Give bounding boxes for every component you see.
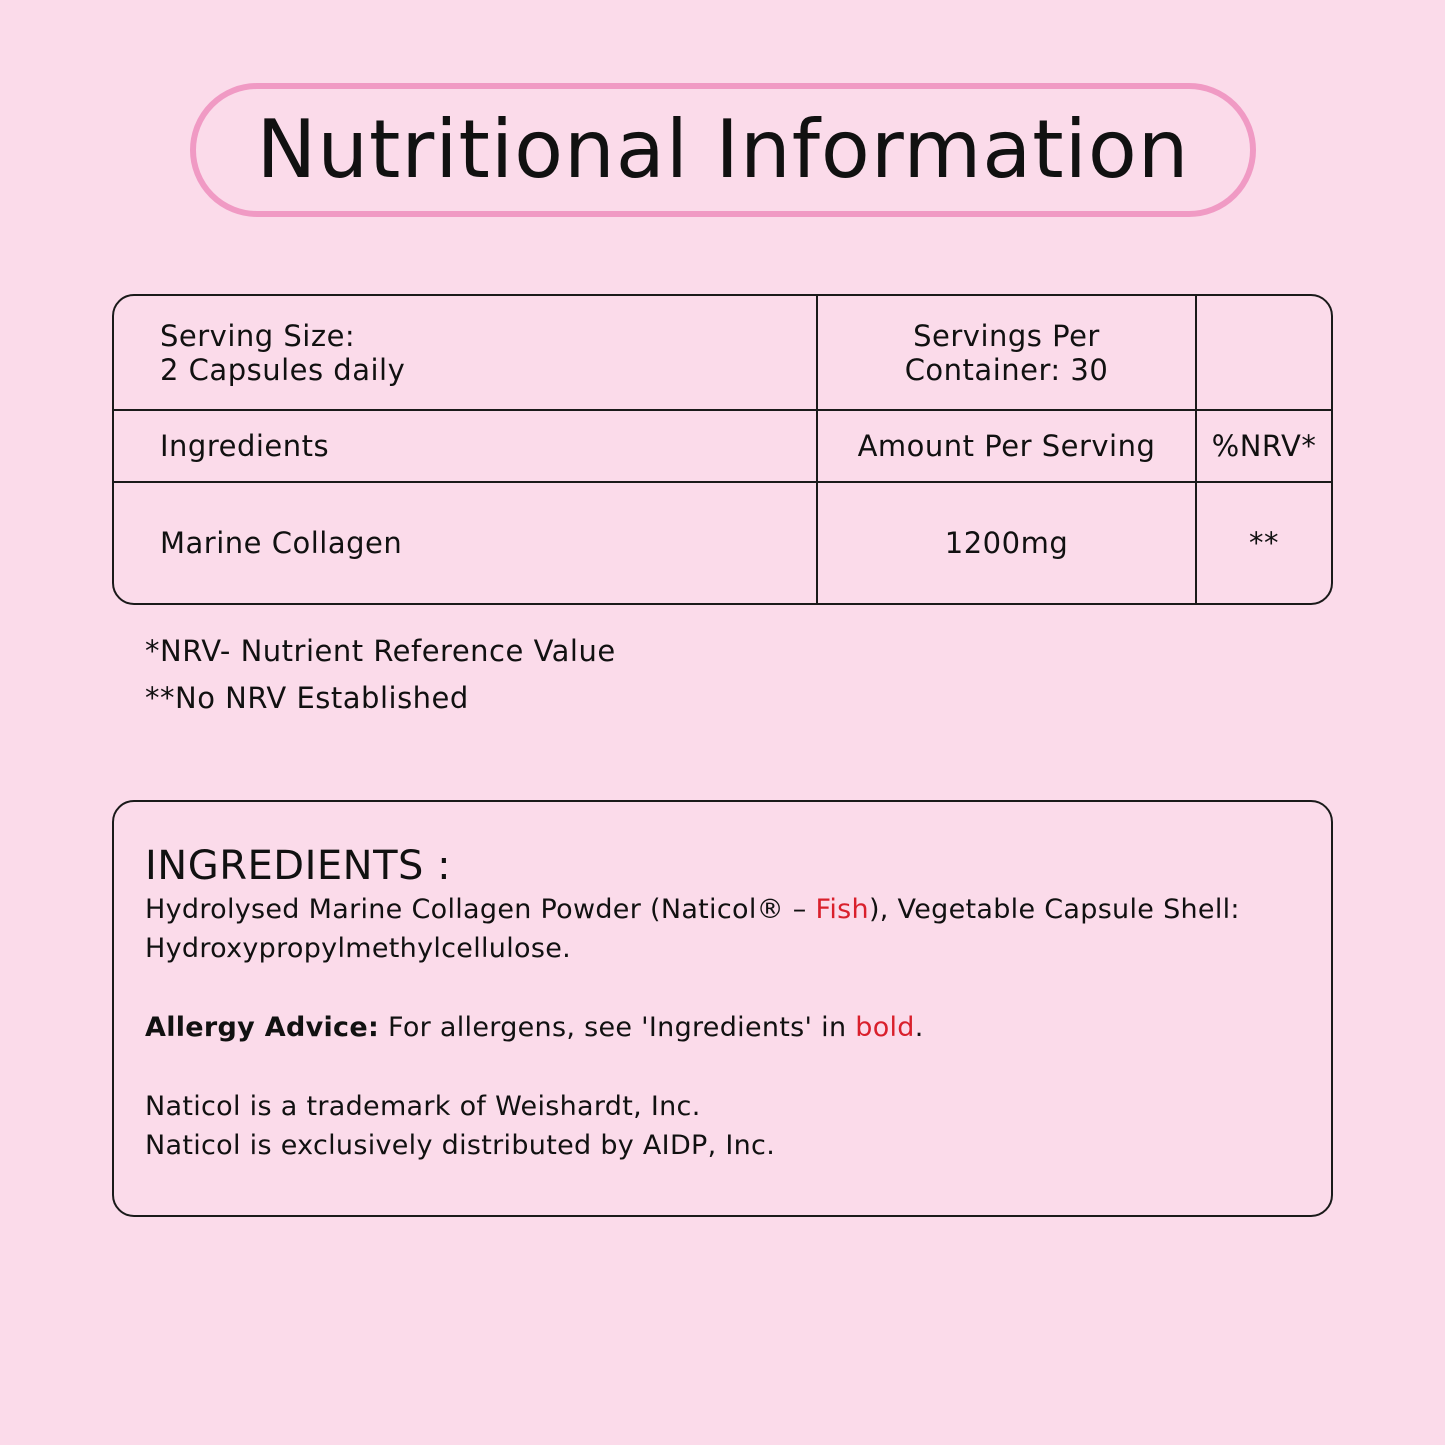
ingredients-line1-start: Hydrolysed Marine Collagen Powder (Naticol® – (145, 894, 816, 925)
servings-per-container-cell (818, 296, 1197, 409)
page-title: Nutritional Information (256, 103, 1190, 196)
column-header-nrv: %NRV* (1211, 429, 1317, 463)
serving-size-label: Serving Size: (160, 318, 356, 353)
trademark-line2: Naticol is exclusively distributed by AIDP, Inc. (145, 1130, 776, 1161)
ingredient-name: Marine Collagen (114, 483, 818, 603)
allergy-advice-text: For allergens, see 'Ingredients' in (379, 1012, 856, 1043)
allergy-advice-end: . (914, 1012, 924, 1043)
allergy-advice-label: Allergy Advice: (145, 1012, 380, 1043)
column-header-amount: Amount Per Serving (818, 411, 1197, 481)
table-row (114, 483, 1331, 603)
ingredients-line1 (145, 890, 1331, 929)
allergen-fish: Fish (815, 894, 869, 925)
ingredient-nrv: ** (1249, 526, 1279, 560)
spacer (145, 968, 1331, 1008)
table-header-row (114, 411, 1331, 483)
title-pill (190, 83, 1256, 217)
ingredients-heading: INGREDIENTS : (145, 843, 452, 889)
ingredients-box (112, 800, 1333, 1217)
trademark-line1: Naticol is a trademark of Weishardt, Inc. (145, 1091, 701, 1122)
footnotes (145, 628, 616, 722)
footnote-nrv: *NRV- Nutrient Reference Value (145, 634, 616, 668)
servings-per-line1: Servings Per (913, 318, 1100, 353)
serving-size-value: 2 Capsules daily (160, 352, 406, 387)
empty-header-cell (1197, 296, 1331, 409)
spacer (145, 1047, 1331, 1087)
column-header-ingredients: Ingredients (114, 411, 818, 481)
ingredients-line2: Hydroxypropylmethylcellulose. (145, 933, 571, 964)
allergy-bold-word: bold (855, 1012, 915, 1043)
servings-per-line2: Container: 30 (904, 352, 1109, 387)
ingredients-line1-end: ), Vegetable Capsule Shell: (868, 894, 1240, 925)
allergy-advice (145, 1008, 1331, 1047)
nutrition-table (112, 294, 1333, 605)
serving-size-cell (114, 296, 818, 409)
ingredient-amount: 1200mg (818, 483, 1197, 603)
footnote-no-nrv: **No NRV Established (145, 681, 469, 715)
table-row-serving (114, 296, 1331, 411)
